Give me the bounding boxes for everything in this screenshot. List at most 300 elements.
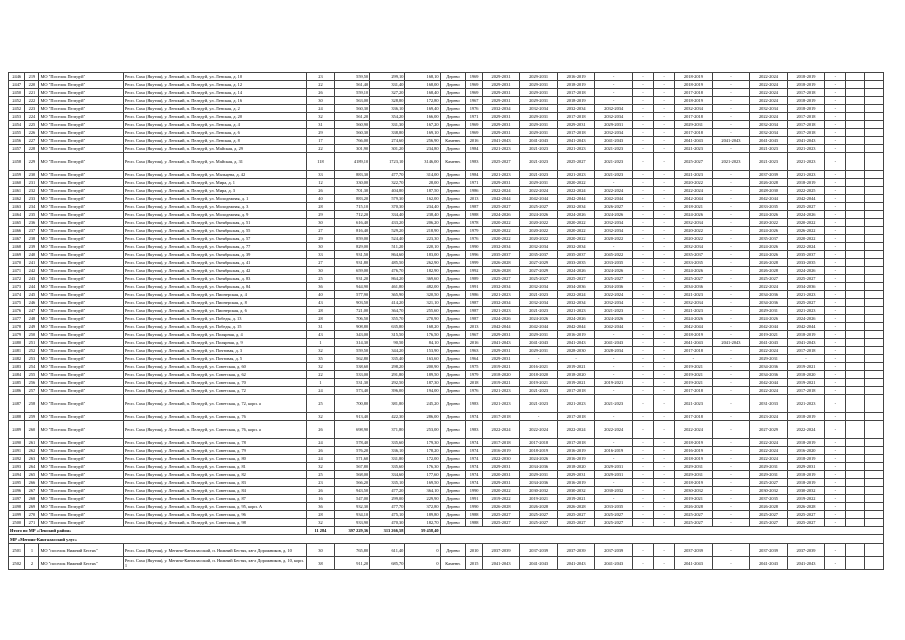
cell-p12 (846, 203, 865, 211)
cell-p11: - (825, 487, 846, 495)
cell-p3: 2020-2022 (557, 227, 595, 235)
cell-no-mr: 243 (25, 275, 39, 283)
cell-address: Респ. Саха (Якутия), у. Ленский, п. Пеледуй, ул. Советская, д. 82 (123, 471, 306, 479)
cell-address: Респ. Саха (Якутия), у. Ленский, п. Пеледуй, ул. Советская, д. 78 (123, 439, 306, 447)
cell-p13 (865, 121, 884, 129)
cell-p1: 2021-2023 (482, 171, 520, 179)
cell-p4: 2021-2023 (595, 171, 633, 179)
cell-year: 1969 (466, 73, 482, 81)
cell-p9: 2033-2035 (750, 203, 788, 211)
cell-p5: - (632, 105, 653, 113)
cell-p3: 2016-2019 (557, 331, 595, 339)
cell-no: 2493 (9, 463, 25, 471)
cell-material: Дерево (440, 471, 466, 479)
cell-p4: 2022-2024 (595, 187, 633, 195)
cell-p13 (865, 413, 884, 421)
cell-area-living: 336,10 (370, 447, 405, 455)
cell-p8: - (712, 315, 750, 323)
cell-owner: МО "Поселок Пеледуй" (39, 439, 123, 447)
cell-p8: - (712, 387, 750, 395)
cell-address: Респ. Саха (Якутия), у. Ленский, п. Пеледуй, ул. Ленская, д. 2 (123, 105, 306, 113)
cell-area-living: 335,60 (370, 439, 405, 447)
section-title: МР «Мегино-Кангаласский улус» (9, 535, 884, 544)
cell-year: 1974 (466, 455, 482, 463)
cell-year: 1979 (466, 227, 482, 235)
cell-p9: 2032-2034 (750, 105, 788, 113)
cell-owner: МО "Поселок Пеледуй" (39, 455, 123, 463)
cell-p12 (846, 511, 865, 519)
cell-p13 (865, 503, 884, 511)
cell-p7: 2017-2018 (675, 129, 713, 137)
cell-p11: - (825, 291, 846, 299)
cell-apts: 12 (306, 179, 334, 187)
cell-p13 (865, 315, 884, 323)
cell-p12 (846, 299, 865, 307)
cell-p3: 2029-2031 (557, 471, 595, 479)
cell-p4: - (595, 479, 633, 487)
cell-address: Респ. Саха (Якутия), у. Ленский, п. Пеледуй, ул. Ленская, д. 20 (123, 113, 306, 121)
cell-no-mr: 260 (25, 421, 39, 439)
cell-p2: 2029-2031 (520, 121, 558, 129)
table-row (9, 251, 884, 259)
cell-apts: 24 (306, 387, 334, 395)
cell-area-common: 200,90 (405, 363, 440, 371)
cell-p2: 2018-2020 (520, 371, 558, 379)
cell-p7: 2025-2027 (675, 275, 713, 283)
cell-year: 1999 (466, 259, 482, 267)
cell-year: 1989 (466, 275, 482, 283)
cell-p1: 2041-2043 (482, 339, 520, 347)
cell-p10: 2020-2022 (787, 235, 825, 243)
cell-owner: МО "Поселок Пеледуй" (39, 235, 123, 243)
cell-material: Дерево (440, 145, 466, 153)
cell-p10: 2041-2043 (787, 557, 825, 570)
cell-owner: МО "Поселок Пеледуй" (39, 275, 123, 283)
cell-year: 1971 (466, 113, 482, 121)
cell-p1: 2032-2034 (482, 299, 520, 307)
cell-material: Дерево (440, 323, 466, 331)
cell-p7: 2020-2022 (675, 227, 713, 235)
table-row (9, 187, 884, 195)
table-row (9, 395, 884, 413)
cell-year: 1976 (466, 235, 482, 243)
cell-area-total: 531,30 (335, 379, 370, 387)
cell-p7: 2017-2018 (675, 413, 713, 421)
cell-p8: - (712, 73, 750, 81)
cell-p9: 2022-2024 (750, 89, 788, 97)
cell-p10: 2024-2026 (787, 315, 825, 323)
cell-owner: МО "Поселок Пеледуй" (39, 153, 123, 171)
cell-p8: - (712, 299, 750, 307)
cell-p10: 2021-2023 (787, 291, 825, 299)
cell-apts: 28 (306, 307, 334, 315)
table-row (9, 455, 884, 463)
cell-p2: 2035-2037 (520, 251, 558, 259)
cell-area-living: 335,60 (370, 463, 405, 471)
cell-area-living: 475,10 (370, 511, 405, 519)
cell-p9: 2037-2039 (750, 544, 788, 557)
cell-p2: 2017-2018 (520, 439, 558, 447)
cell-p12 (846, 195, 865, 203)
cell-area-total: 559,50 (335, 73, 370, 81)
cell-p10: 2018-2019 (787, 105, 825, 113)
cell-p2: 2034-2036 (520, 463, 558, 471)
cell-p3: 2029-2031 (557, 121, 595, 129)
cell-apts: 40 (306, 195, 334, 203)
cell-area-common: 166,00 (405, 113, 440, 121)
cell-p9: 2022-2024 (750, 283, 788, 291)
cell-p6: - (654, 455, 675, 463)
cell-p1: 2021-2023 (482, 387, 520, 395)
cell-p6: - (654, 471, 675, 479)
cell-p13 (865, 129, 884, 137)
cell-p3: 2017-2018 (557, 113, 595, 121)
cell-area-common: 163,60 (405, 355, 440, 363)
cell-address: Респ. Саха (Якутия), у. Ленский, п. Пеледуй, ул. Советская, д. 62 (123, 371, 306, 379)
cell-p11: - (825, 447, 846, 455)
cell-p13 (865, 421, 884, 439)
cell-p1: 2042-2044 (482, 195, 520, 203)
cell-p9: 2022-2024 (750, 73, 788, 81)
cell-area-common: 177,60 (405, 471, 440, 479)
cell-p4: 2025-2027 (595, 519, 633, 527)
cell-p7: 2025-2027 (675, 511, 713, 519)
cell-apts: 26 (306, 487, 334, 495)
cell-material: Дерево (440, 121, 466, 129)
cell-p13 (865, 387, 884, 395)
cell-area-living: 476,70 (370, 267, 405, 275)
cell-p4: 2029-2031 (595, 463, 633, 471)
cell-apts: 30 (306, 243, 334, 251)
cell-p7: 2017-2018 (675, 113, 713, 121)
cell-apts: 27 (306, 227, 334, 235)
cell-p9: 2042-2044 (750, 379, 788, 387)
cell-p1: 2032-2034 (482, 105, 520, 113)
cell-year: 1974 (466, 447, 482, 455)
cell-address: Респ. Саха (Якутия), у. Ленский, п. Пеледуй, ул. Победы, д. 15 (123, 323, 306, 331)
table-row (9, 267, 884, 275)
cell-p2: 2027-2029 (520, 259, 558, 267)
cell-p11: - (825, 511, 846, 519)
cell-p1: 2029-2031 (482, 81, 520, 89)
cell-p7: 2019-2021 (675, 363, 713, 371)
cell-p9: 2022-2024 (750, 97, 788, 105)
cell-p12 (846, 113, 865, 121)
cell-p13 (865, 307, 884, 315)
cell-p2: 2020-2022 (520, 235, 558, 243)
cell-p4: 2026-2027 (595, 203, 633, 211)
cell-p8: - (712, 557, 750, 570)
cell-p8: - (712, 89, 750, 97)
cell-no: 2467 (9, 235, 25, 243)
cell-p6: - (654, 331, 675, 339)
table-row (9, 347, 884, 355)
cell-p4: - (595, 413, 633, 421)
cell-year: 1987 (466, 299, 482, 307)
cell-p13 (865, 447, 884, 455)
cell-no-mr: 259 (25, 413, 39, 421)
cell-p3: 2021-2023 (557, 307, 595, 315)
table-row (9, 379, 884, 387)
cell-area-total: 700,80 (335, 395, 370, 413)
cell-apts: 16 (306, 495, 334, 503)
cell-no-mr: 239 (25, 243, 39, 251)
cell-year: 2016 (466, 137, 482, 145)
cell-area-total: 712,20 (335, 211, 370, 219)
cell-p5: - (632, 283, 653, 291)
cell-p3: 2030-2032 (557, 487, 595, 495)
cell-p2: 2026-2028 (520, 503, 558, 511)
cell-year: 1988 (466, 511, 482, 519)
cell-address: Респ. Саха (Якутия), у. Ленский, п. Пеледуй, ул. Ленская, д. 12 (123, 81, 306, 89)
cell-p13 (865, 519, 884, 527)
cell-owner: МО "Поселок Пеледуй" (39, 137, 123, 145)
cell-p9: 2026-2028 (750, 179, 788, 187)
cell-p8: - (712, 283, 750, 291)
cell-p3: 2033-2035 (557, 259, 595, 267)
cell-p11: - (825, 179, 846, 187)
cell-p8: - (712, 447, 750, 455)
cell-p10: 2018-2019 (787, 331, 825, 339)
table-row (9, 503, 884, 511)
cell-p2: 2042-2044 (520, 323, 558, 331)
cell-no: 2480 (9, 339, 25, 347)
cell-owner: МО "Поселок Пеледуй" (39, 395, 123, 413)
cell-apts: 32 (306, 363, 334, 371)
cell-area-common: 270,90 (405, 315, 440, 323)
cell-p10: 2018-2019 (787, 471, 825, 479)
cell-no-mr: 262 (25, 447, 39, 455)
cell-apts: 28 (306, 315, 334, 323)
cell-area-total: 931,80 (335, 259, 370, 267)
cell-p2: 2021-2023 (520, 145, 558, 153)
cell-area-living: 331,30 (370, 121, 405, 129)
cell-p12 (846, 283, 865, 291)
cell-area-total: 913,40 (335, 413, 370, 421)
cell-p4: 2041-2043 (595, 557, 633, 570)
cell-year: 2016 (466, 339, 482, 347)
cell-p1: 2026-2028 (482, 259, 520, 267)
cell-p6: - (654, 179, 675, 187)
cell-p11: - (825, 371, 846, 379)
cell-year: 1984 (466, 145, 482, 153)
cell-area-common: 187,30 (405, 379, 440, 387)
cell-p13 (865, 105, 884, 113)
cell-p7: 2041-2043 (675, 557, 713, 570)
cell-owner: МО "Поселок Пеледуй" (39, 97, 123, 105)
cell-p12 (846, 105, 865, 113)
cell-p11: - (825, 519, 846, 527)
cell-p6: - (654, 203, 675, 211)
table-row (9, 447, 884, 455)
cell-p9: 2034-2036 (750, 299, 788, 307)
cell-area-total: 567,80 (335, 463, 370, 471)
cell-p1: 2024-2026 (482, 315, 520, 323)
cell-area-common: 206,20 (405, 219, 440, 227)
cell-area-total: 562,80 (335, 355, 370, 363)
cell-address: Респ. Саха (Якутия), у. Ленский, п. Пеледуй, ул. Ленская, д. 10 (123, 73, 306, 81)
cell-no: 2450 (9, 89, 25, 97)
cell-p10: 2021-2023 (787, 145, 825, 153)
cell-material: Дерево (440, 439, 466, 447)
cell-p2: 2025-2027 (520, 511, 558, 519)
cell-p8: - (712, 275, 750, 283)
cell-p7: 2018-2019 (675, 73, 713, 81)
cell-p1: 2037-2039 (482, 544, 520, 557)
cell-p6: - (654, 371, 675, 379)
cell-year: 1978 (466, 219, 482, 227)
cell-p2: 2029-2031 (520, 471, 558, 479)
cell-address: Респ. Саха (Якутия), у. Ленский, п. Пеледуй, ул. Октябрьская, д. 55 (123, 227, 306, 235)
cell-p12 (846, 519, 865, 527)
cell-p9: 2022-2024 (750, 455, 788, 463)
cell-area-living: 864,60 (370, 251, 405, 259)
cell-material: Дерево (440, 447, 466, 455)
cell-p6: - (654, 283, 675, 291)
cell-p9: 2030-2032 (750, 487, 788, 495)
cell-p4: 2021-2023 (595, 145, 633, 153)
cell-apts: 33 (306, 171, 334, 179)
cell-p13 (865, 291, 884, 299)
cell-area-total: 568,00 (335, 471, 370, 479)
cell-no: 2468 (9, 243, 25, 251)
cell-area-common: 220,10 (405, 243, 440, 251)
cell-address: Респ. Саха (Якутия), у. Ленский, п. Пеледуй, ул. Победы, д. 13 (123, 315, 306, 323)
cell-p11: - (825, 129, 846, 137)
cell-area-common: 0 (405, 544, 440, 557)
cell-p7: 2017-2018 (675, 347, 713, 355)
cell-owner: МО "Поселок Пеледуй" (39, 291, 123, 299)
cell-p9: 2041-2043 (750, 339, 788, 347)
cell-no-mr: 264 (25, 463, 39, 471)
cell-p5: - (632, 519, 653, 527)
table-row (9, 235, 884, 243)
cell-p2: 2029-2031 (520, 331, 558, 339)
cell-p1: 2041-2043 (482, 137, 520, 145)
cell-area-total: 698,90 (335, 421, 370, 439)
cell-year: 1969 (466, 129, 482, 137)
cell-owner: МО "Поселок Пеледуй" (39, 503, 123, 511)
cell-p11: - (825, 471, 846, 479)
cell-area-living: 477,70 (370, 171, 405, 179)
cell-p4: 2025-2027 (595, 275, 633, 283)
cell-year: 1990 (466, 503, 482, 511)
cell-p6: - (654, 487, 675, 495)
cell-area-common: 234,80 (405, 145, 440, 153)
cell-address: Респ. Саха (Якутия), у. Ленский, п. Пеледуй, ул. Советская, д. 81 (123, 463, 306, 471)
cell-p2: 2032-2034 (520, 283, 558, 291)
cell-year: 1971 (466, 179, 482, 187)
cell-owner: МО "Поселок Пеледуй" (39, 299, 123, 307)
cell-p3: 2016-2019 (557, 447, 595, 455)
cell-no: 2498 (9, 503, 25, 511)
cell-owner: МО "Поселок Пеледуй" (39, 413, 123, 421)
cell-p12 (846, 211, 865, 219)
cell-p7: 2024-2026 (675, 267, 713, 275)
cell-no-mr: 261 (25, 439, 39, 447)
cell-p8: - (712, 97, 750, 105)
cell-p1: 2029-2031 (482, 347, 520, 355)
table-row (9, 171, 884, 179)
cell-apts: 28 (306, 203, 334, 211)
cell-p7: - (675, 355, 713, 363)
cell-area-living: 396,00 (370, 387, 405, 395)
cell-area-living: 364,70 (370, 307, 405, 315)
cell-material: Дерево (440, 179, 466, 187)
cell-p8: - (712, 129, 750, 137)
cell-owner: МО "Поселок Пеледуй" (39, 379, 123, 387)
cell-p3: 2018-2019 (557, 97, 595, 105)
cell-p6: - (654, 153, 675, 171)
cell-material: Дерево (440, 479, 466, 487)
cell-area-living: 90,50 (370, 339, 405, 347)
cell-p12 (846, 171, 865, 179)
cell-p12 (846, 413, 865, 421)
cell-p1: 2019-2022 (482, 495, 520, 503)
cell-p7: 2022-2024 (675, 421, 713, 439)
cell-p3: 2020-2022 (557, 235, 595, 243)
cell-p8: - (712, 519, 750, 527)
cell-p2: 2024-2026 (520, 211, 558, 219)
cell-p8: - (712, 219, 750, 227)
cell-material: Дерево (440, 129, 466, 137)
cell-material: Дерево (440, 307, 466, 315)
cell-area-total: 933,90 (335, 519, 370, 527)
cell-p3: 2019-2021 (557, 379, 595, 387)
cell-p11: - (825, 339, 846, 347)
cell-p7: 2018-2019 (675, 97, 713, 105)
cell-p13 (865, 275, 884, 283)
cell-area-total: 932,30 (335, 503, 370, 511)
cell-no-mr: 223 (25, 105, 39, 113)
cell-owner: МО "Поселок Пеледуй" (39, 283, 123, 291)
table-row (9, 113, 884, 121)
cell-apts: 31 (306, 323, 334, 331)
cell-address: Респ. Саха (Якутия), у. Ленский, п. Пеледуй, ул. Октябрьская, д. 41 (123, 259, 306, 267)
cell-apts: 26 (306, 447, 334, 455)
cell-material: Дерево (440, 195, 466, 203)
cell-p12 (846, 315, 865, 323)
cell-material: Дерево (440, 455, 466, 463)
cell-p10: 2041-2043 (787, 339, 825, 347)
cell-p8: - (712, 259, 750, 267)
cell-p9: 2034-2036 (750, 291, 788, 299)
cell-p3: 2032-2034 (557, 299, 595, 307)
cell-p6: - (654, 355, 675, 363)
cell-p9: 2029-2031 (750, 471, 788, 479)
cell-p8: - (712, 413, 750, 421)
cell-p11: - (825, 323, 846, 331)
cell-p5: - (632, 203, 653, 211)
cell-area-total: 301,90 (335, 145, 370, 153)
cell-p7: 2025-2027 (675, 153, 713, 171)
cell-p7: 2029-2031 (675, 463, 713, 471)
cell-owner: МО "Поселок Пеледуй" (39, 145, 123, 153)
cell-p1: 2017-2018 (482, 439, 520, 447)
cell-p8: - (712, 113, 750, 121)
table-row (9, 129, 884, 137)
cell-material: Дерево (440, 283, 466, 291)
cell-year: 1976 (466, 387, 482, 395)
cell-p2: 2042-2044 (520, 195, 558, 203)
cell-no: 2477 (9, 315, 25, 323)
cell-apts: 33 (306, 251, 334, 259)
cell-p9: 2029-2031 (750, 463, 788, 471)
cell-area-total: 883,20 (335, 195, 370, 203)
cell-no-mr: 252 (25, 347, 39, 355)
cell-area-common: 253,00 (405, 421, 440, 439)
cell-apts: 27 (306, 259, 334, 267)
